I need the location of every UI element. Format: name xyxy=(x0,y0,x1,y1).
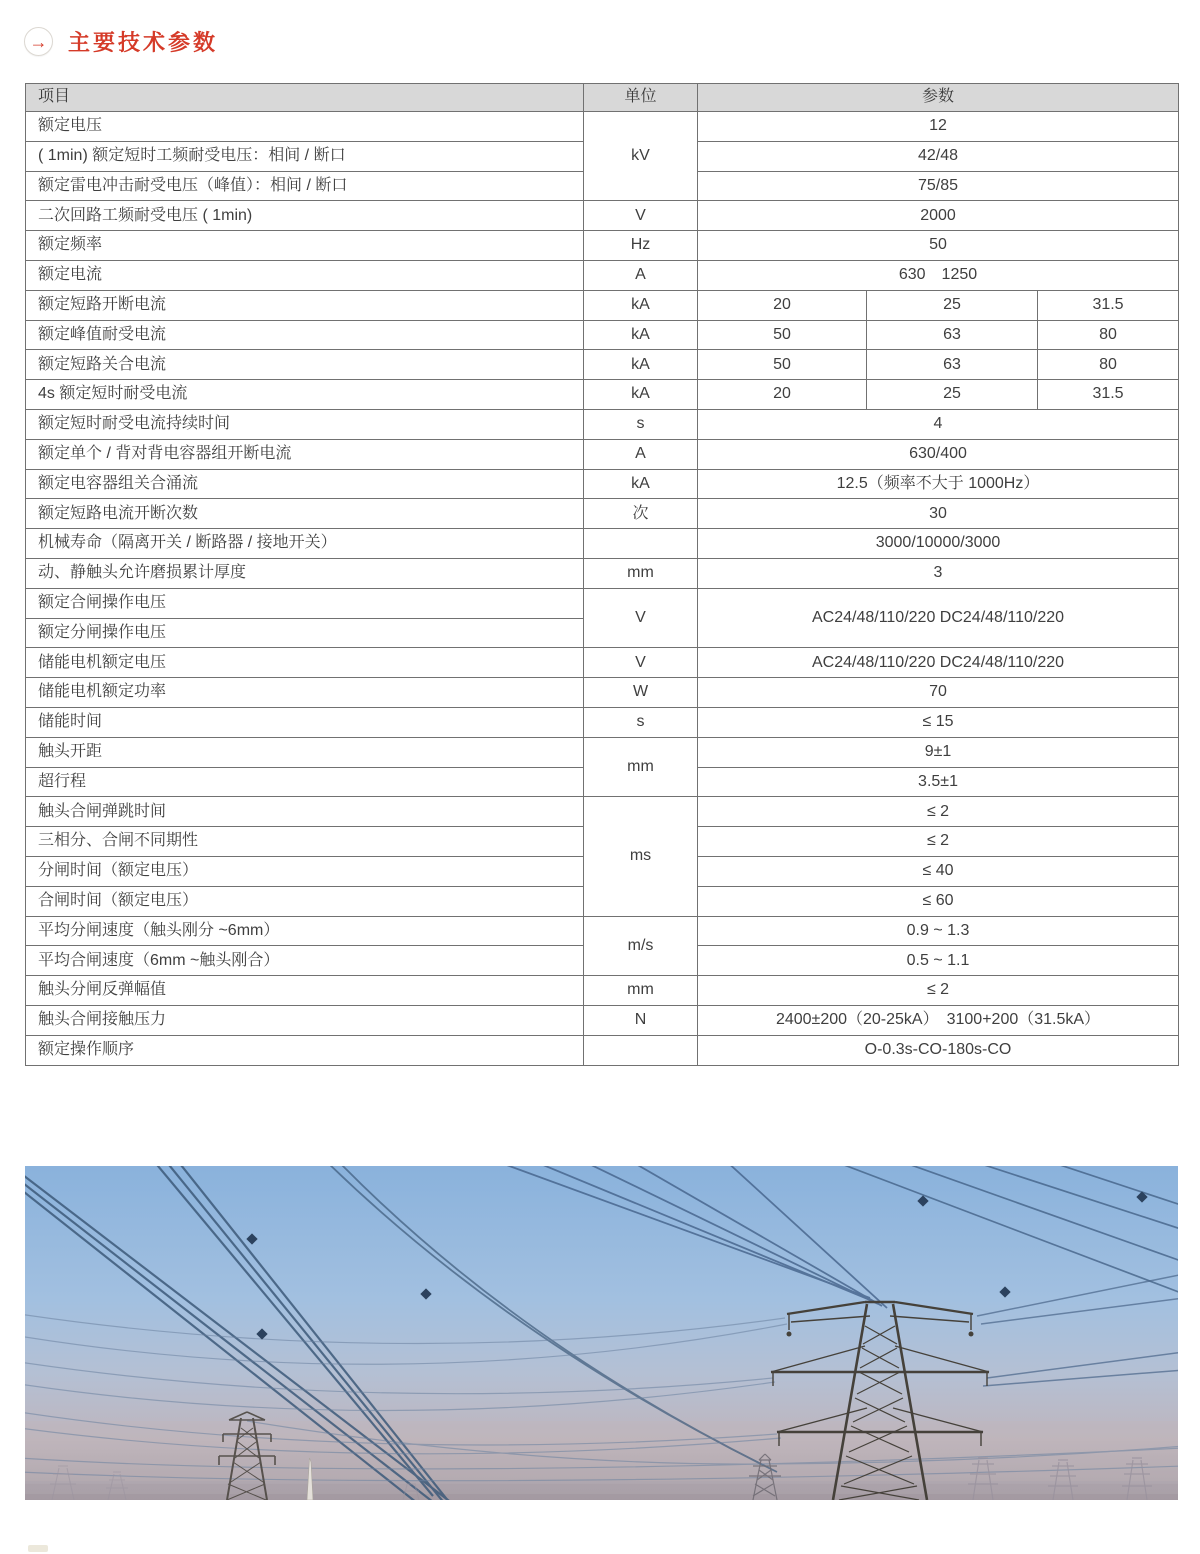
unit-cell: A xyxy=(584,439,698,469)
table-row xyxy=(26,112,1179,142)
param-label: 触头分闸反弹幅值 xyxy=(26,976,584,1006)
value-cell: O-0.3s-CO-180s-CO xyxy=(698,1035,1179,1065)
value-cell: 2000 xyxy=(698,201,1179,231)
value-cell: ≤ 60 xyxy=(698,886,1179,916)
param-label: ( 1min) 额定短时工频耐受电压：相间 / 断口 xyxy=(26,141,584,171)
unit-cell: N xyxy=(584,1005,698,1035)
param-label: 额定分闸操作电压 xyxy=(26,618,584,648)
param-label: 二次回路工频耐受电压 ( 1min) xyxy=(26,201,584,231)
col-header-unit: 单位 xyxy=(584,84,698,112)
table-body xyxy=(26,112,1179,1066)
param-label: 额定短时耐受电流持续时间 xyxy=(26,409,584,439)
param-label: 额定短路电流开断次数 xyxy=(26,499,584,529)
table-row xyxy=(26,201,1179,231)
unit-cell xyxy=(584,1035,698,1065)
value-cell: 80 xyxy=(1038,350,1179,380)
param-label: 4s 额定短时耐受电流 xyxy=(26,380,584,410)
value-cell: 70 xyxy=(698,678,1179,708)
param-label: 额定短路关合电流 xyxy=(26,350,584,380)
table-row xyxy=(26,499,1179,529)
value-cell: 20 xyxy=(698,380,867,410)
unit-cell: kA xyxy=(584,350,698,380)
param-label: 额定短路开断电流 xyxy=(26,290,584,320)
unit-cell xyxy=(584,529,698,559)
param-label: 额定频率 xyxy=(26,231,584,261)
param-label: 触头合闸弹跳时间 xyxy=(26,797,584,827)
table-row xyxy=(26,350,1179,380)
table-row xyxy=(26,976,1179,1006)
unit-cell: mm xyxy=(584,558,698,588)
table-row xyxy=(26,1005,1179,1035)
param-label: 合闸时间（额定电压） xyxy=(26,886,584,916)
table-row xyxy=(26,380,1179,410)
unit-cell: W xyxy=(584,678,698,708)
param-label: 分闸时间（额定电压） xyxy=(26,856,584,886)
value-cell: 30 xyxy=(698,499,1179,529)
table-row xyxy=(26,648,1179,678)
value-cell: 0.5 ~ 1.1 xyxy=(698,946,1179,976)
table-header-row xyxy=(26,84,1179,112)
page-corner-mark xyxy=(28,1545,48,1552)
param-label: 储能电机额定电压 xyxy=(26,648,584,678)
param-label: 额定电容器组关合涌流 xyxy=(26,469,584,499)
param-label: 超行程 xyxy=(26,767,584,797)
value-cell: 80 xyxy=(1038,320,1179,350)
table-row xyxy=(26,231,1179,261)
unit-cell: kA xyxy=(584,469,698,499)
param-label: 动、静触头允许磨损累计厚度 xyxy=(26,558,584,588)
unit-cell: kA xyxy=(584,290,698,320)
value-cell: 20 xyxy=(698,290,867,320)
value-cell: AC24/48/110/220 DC24/48/110/220 xyxy=(698,588,1179,648)
value-cell: 25 xyxy=(867,290,1038,320)
param-label: 储能电机额定功率 xyxy=(26,678,584,708)
value-cell: ≤ 2 xyxy=(698,976,1179,1006)
unit-cell: s xyxy=(584,707,698,737)
value-cell: ≤ 2 xyxy=(698,797,1179,827)
col-header-param: 参数 xyxy=(698,84,1179,112)
unit-cell: V xyxy=(584,588,698,648)
param-label: 平均分闸速度（触头刚分 ~6mm） xyxy=(26,916,584,946)
value-cell: ≤ 40 xyxy=(698,856,1179,886)
param-label: 额定雷电冲击耐受电压（峰值）：相间 / 断口 xyxy=(26,171,584,201)
table-row xyxy=(26,409,1179,439)
value-cell: ≤ 2 xyxy=(698,827,1179,857)
value-cell: 3.5±1 xyxy=(698,767,1179,797)
value-cell: 63 xyxy=(867,350,1038,380)
table-row xyxy=(26,707,1179,737)
unit-cell: kA xyxy=(584,320,698,350)
unit-cell: A xyxy=(584,260,698,290)
value-cell: 63 xyxy=(867,320,1038,350)
table-row xyxy=(26,320,1179,350)
param-label: 额定操作顺序 xyxy=(26,1035,584,1065)
value-cell: AC24/48/110/220 DC24/48/110/220 xyxy=(698,648,1179,678)
param-label: 平均合闸速度（6mm ~触头刚合） xyxy=(26,946,584,976)
unit-cell: V xyxy=(584,201,698,231)
unit-cell: ms xyxy=(584,797,698,916)
param-label: 额定单个 / 背对背电容器组开断电流 xyxy=(26,439,584,469)
param-label: 额定合闸操作电压 xyxy=(26,588,584,618)
value-cell: 31.5 xyxy=(1038,380,1179,410)
page-title: 主要技术参数 xyxy=(68,30,219,55)
param-label: 储能时间 xyxy=(26,707,584,737)
value-cell: 75/85 xyxy=(698,171,1179,201)
spec-table xyxy=(25,83,1179,1066)
value-cell: 25 xyxy=(867,380,1038,410)
param-label: 机械寿命（隔离开关 / 断路器 / 接地开关） xyxy=(26,529,584,559)
table-row xyxy=(26,529,1179,559)
table-row xyxy=(26,469,1179,499)
value-cell: 31.5 xyxy=(1038,290,1179,320)
value-cell: 50 xyxy=(698,350,867,380)
table-row xyxy=(26,916,1179,946)
unit-cell: Hz xyxy=(584,231,698,261)
table-row xyxy=(26,260,1179,290)
value-cell: 3000/10000/3000 xyxy=(698,529,1179,559)
table-row xyxy=(26,737,1179,767)
param-label: 触头合闸接触压力 xyxy=(26,1005,584,1035)
unit-cell: mm xyxy=(584,976,698,1006)
unit-cell: mm xyxy=(584,737,698,797)
table-row xyxy=(26,678,1179,708)
value-cell: 9±1 xyxy=(698,737,1179,767)
value-cell: 42/48 xyxy=(698,141,1179,171)
value-cell: 50 xyxy=(698,231,1179,261)
unit-cell: kV xyxy=(584,112,698,201)
value-cell: 630 1250 xyxy=(698,260,1179,290)
table-row xyxy=(26,290,1179,320)
table-row xyxy=(26,588,1179,618)
transmission-towers-photo xyxy=(25,1166,1178,1500)
value-cell: 0.9 ~ 1.3 xyxy=(698,916,1179,946)
col-header-item: 项目 xyxy=(26,84,584,112)
unit-cell: 次 xyxy=(584,499,698,529)
value-cell: 2400±200（20-25kA） 3100+200（31.5kA） xyxy=(698,1005,1179,1035)
arrow-right-icon: → xyxy=(24,27,53,56)
param-label: 触头开距 xyxy=(26,737,584,767)
param-label: 额定峰值耐受电流 xyxy=(26,320,584,350)
unit-cell: m/s xyxy=(584,916,698,976)
value-cell: 50 xyxy=(698,320,867,350)
unit-cell: s xyxy=(584,409,698,439)
table-row xyxy=(26,797,1179,827)
table-row xyxy=(26,439,1179,469)
param-label: 三相分、合闸不同期性 xyxy=(26,827,584,857)
unit-cell: kA xyxy=(584,380,698,410)
value-cell: 12 xyxy=(698,112,1179,142)
unit-cell: V xyxy=(584,648,698,678)
param-label: 额定电压 xyxy=(26,112,584,142)
value-cell: 12.5（频率不大于 1000Hz） xyxy=(698,469,1179,499)
value-cell: 4 xyxy=(698,409,1179,439)
table-row xyxy=(26,1035,1179,1065)
param-label: 额定电流 xyxy=(26,260,584,290)
table-row xyxy=(26,558,1179,588)
value-cell: 630/400 xyxy=(698,439,1179,469)
value-cell: 3 xyxy=(698,558,1179,588)
section-title xyxy=(24,26,218,57)
value-cell: ≤ 15 xyxy=(698,707,1179,737)
